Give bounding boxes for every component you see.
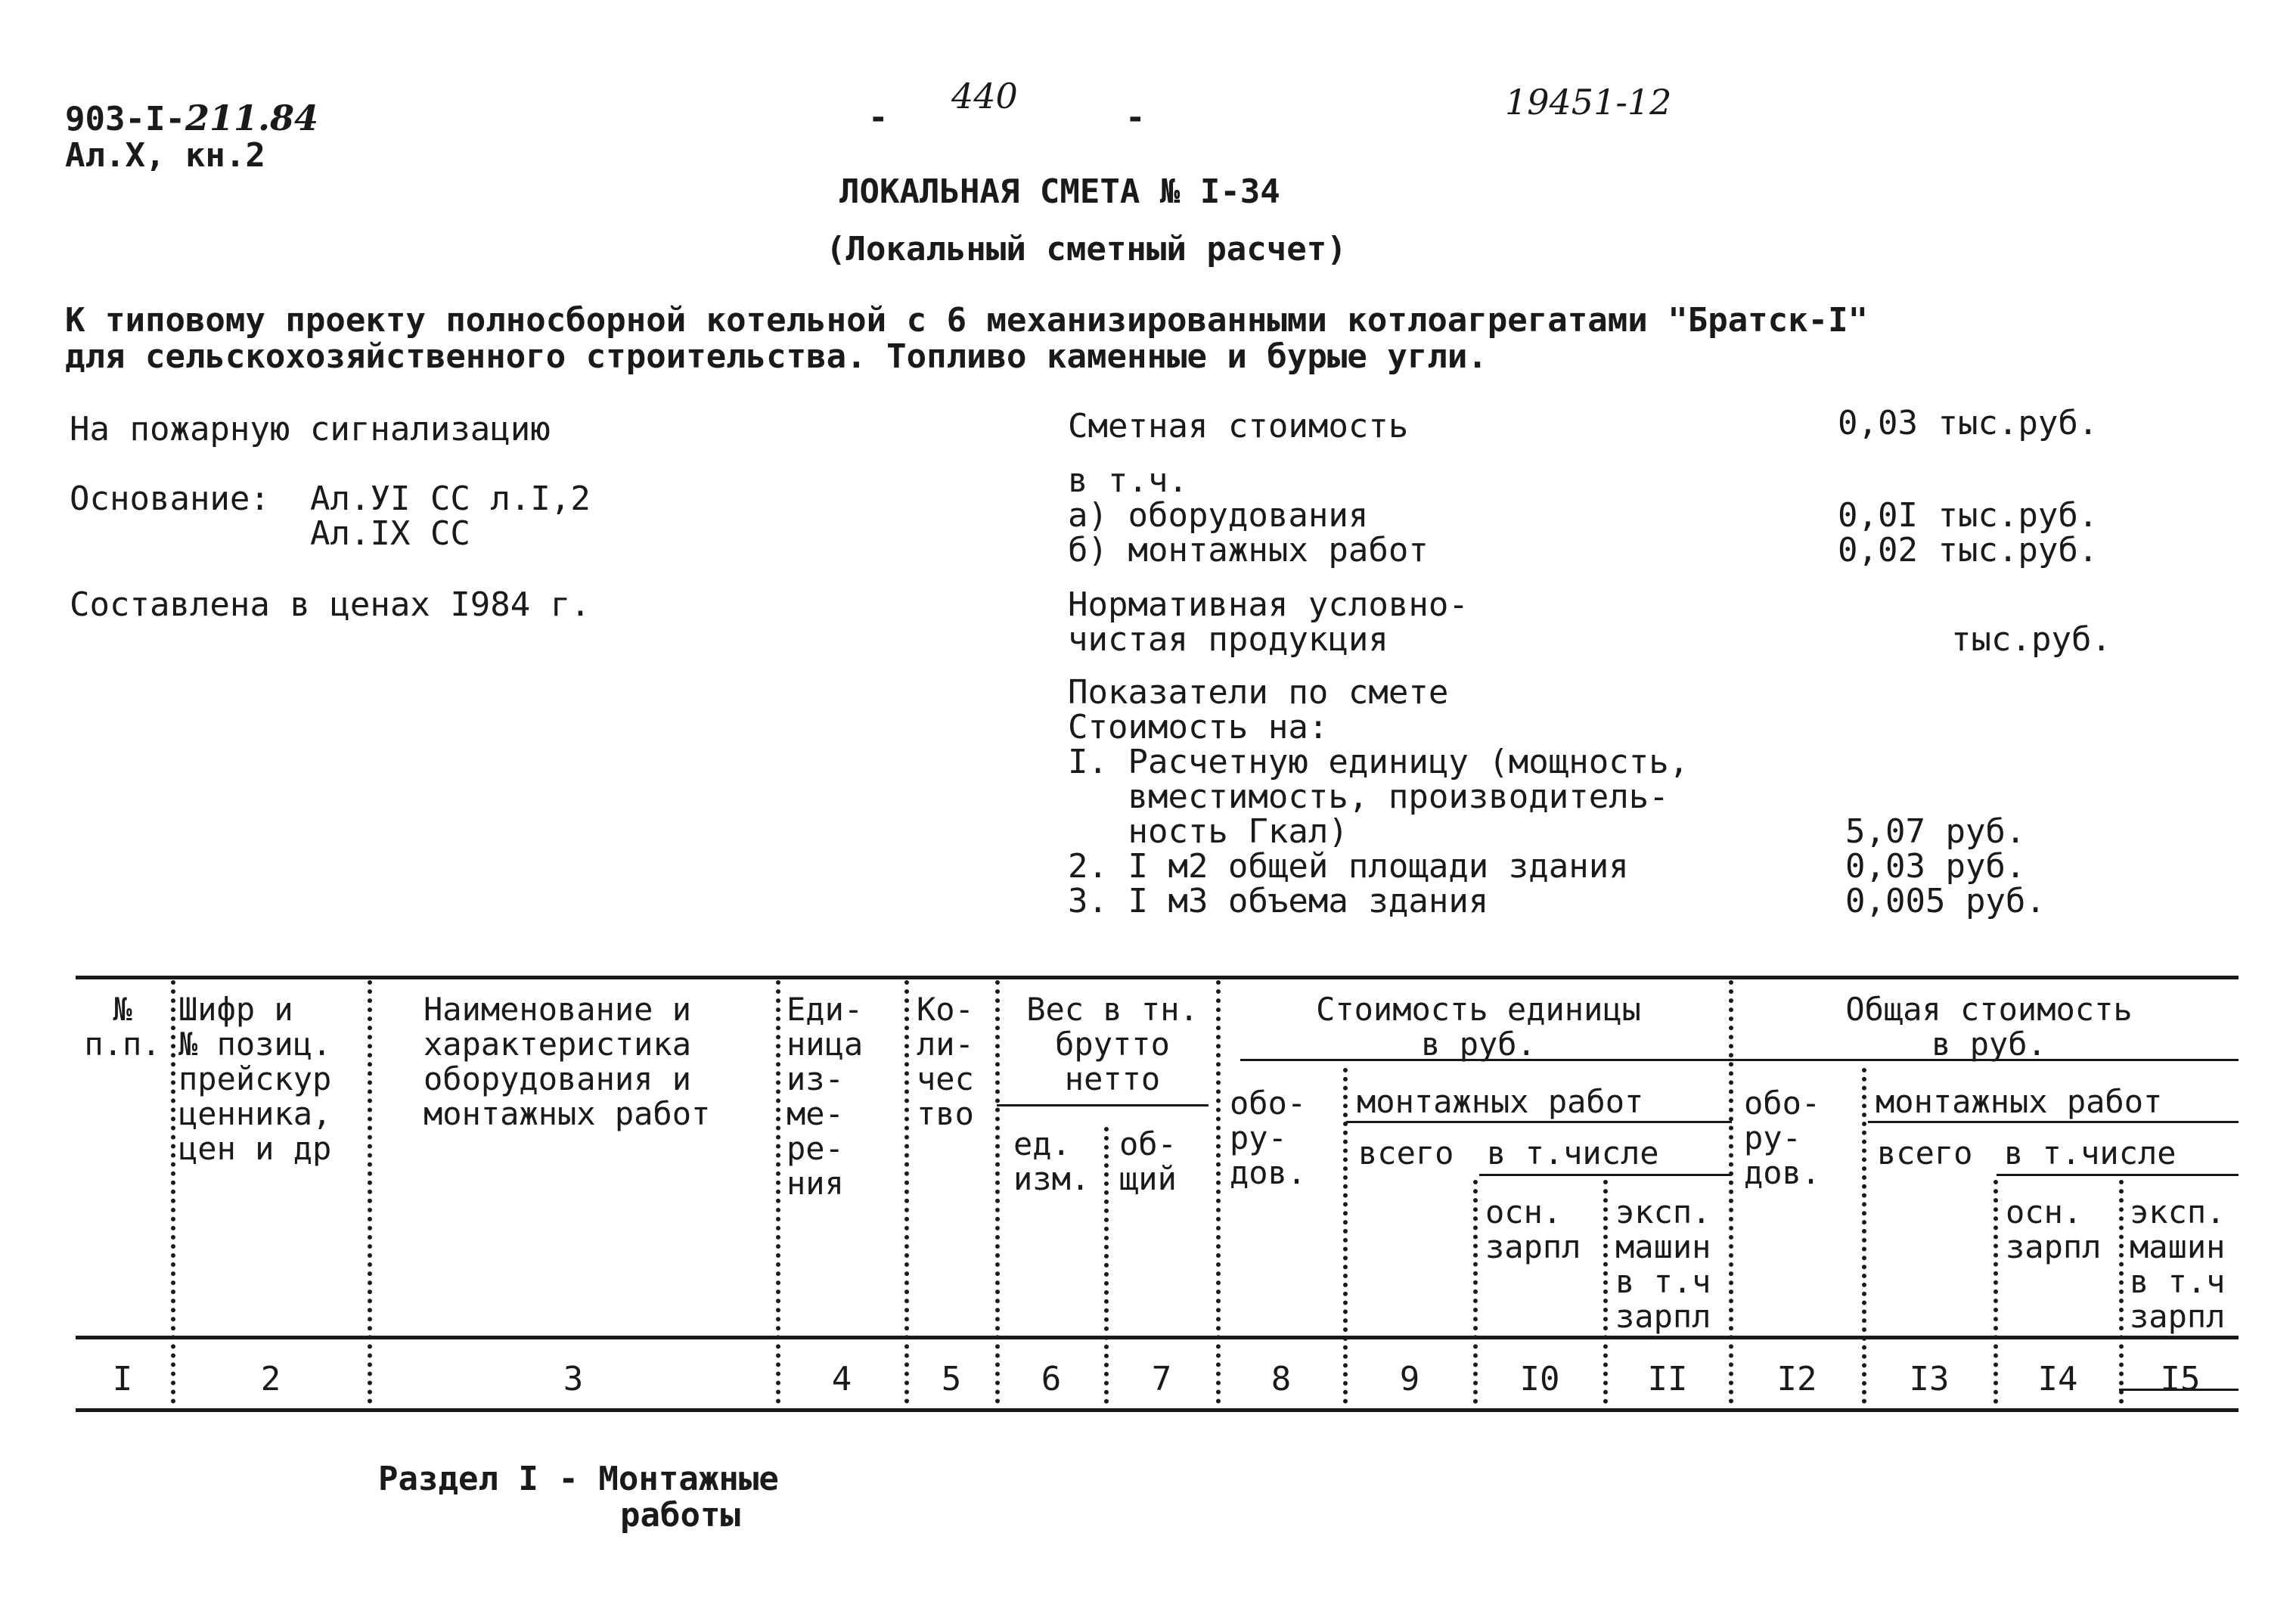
col-sep xyxy=(1729,980,1733,1404)
equipment-value: 0,0I тыс.руб. xyxy=(1838,496,2099,535)
section-title-line-2: работы xyxy=(620,1496,740,1535)
norm-product-line-1: Нормативная условно- xyxy=(1068,585,1469,624)
price-basis: Составлена в ценах I984 г. xyxy=(70,585,591,624)
column-number: 5 xyxy=(941,1360,962,1398)
indicator-3-value: 0,005 руб. xyxy=(1845,882,2046,920)
table-header-bottom-rule xyxy=(76,1336,2239,1339)
header-unit-cost: Стоимость единицы в руб. xyxy=(1316,991,1641,1063)
indicators-title: Показатели по смете xyxy=(1068,673,1449,712)
intro-line-1: К типовому проекту полносборной котельной с 6 механизированными котлоагрегатами "Братск-I" xyxy=(65,301,1869,340)
basis-label: Основание: xyxy=(70,480,270,518)
norm-product-line-2: чистая продукция xyxy=(1068,620,1388,659)
doc-code-handwritten: 211.84 xyxy=(185,98,319,138)
installation-value: 0,02 тыс.руб. xyxy=(1838,531,2099,570)
installation-label: б) монтажных работ xyxy=(1068,531,1429,570)
doc-code-prefix: 903-I- xyxy=(65,100,185,138)
header-code: Шифр и № позиц. прейскур ценника, цен и др xyxy=(178,991,332,1167)
header-equip-1: обо- ру- дов. xyxy=(1230,1085,1307,1191)
rule-incl-1 xyxy=(1479,1174,1732,1176)
header-salary-2: осн. зарпл xyxy=(2006,1193,2102,1265)
album-ref: Ал.Х, кн.2 xyxy=(65,136,265,175)
header-unit: Еди- ница из- ме- ре- ния xyxy=(787,991,864,1202)
header-salary-1: осн. зарпл xyxy=(1485,1193,1581,1265)
column-number: I2 xyxy=(1776,1360,1817,1398)
header-mont-1: монтажных работ xyxy=(1357,1083,1644,1120)
column-number: 9 xyxy=(1399,1360,1420,1398)
column-number: I0 xyxy=(1519,1360,1560,1398)
header-weight-total: об- щий xyxy=(1119,1125,1177,1197)
column-number: 6 xyxy=(1041,1360,1062,1398)
header-weight: Вес в тн. брутто нетто xyxy=(1026,991,1199,1097)
col-sep xyxy=(776,980,780,1404)
header-total-1: всего xyxy=(1358,1134,1454,1172)
indicator-1-line-3: ность Гкал) xyxy=(1068,812,1348,851)
col-sep xyxy=(171,980,175,1404)
cost-value: 0,03 тыс.руб. xyxy=(1838,404,2099,442)
document-title: ЛОКАЛЬНАЯ СМЕТА № I-34 xyxy=(839,172,1280,211)
column-number: 3 xyxy=(563,1360,584,1398)
cost-label: Сметная стоимость xyxy=(1068,407,1409,445)
rule-mont-1 xyxy=(1346,1121,1732,1123)
col-sep xyxy=(995,980,1000,1404)
indicator-1-value: 5,07 руб. xyxy=(1845,812,2026,851)
inventory-number: 19451-12 xyxy=(1505,82,1672,123)
intro-line-2: для сельскохозяйственного строительства. Топливо каменные и бурые угли. xyxy=(65,337,1488,376)
column-number: I4 xyxy=(2037,1360,2078,1398)
column-number: I xyxy=(112,1360,133,1398)
indicator-1-line-2: вместимость, производитель- xyxy=(1068,777,1669,816)
basis-ref-1: Ал.УI СС л.I,2 xyxy=(310,480,591,518)
norm-product-value: тыс.руб. xyxy=(1951,620,2111,659)
including-label: в т.ч. xyxy=(1068,461,1188,500)
header-equip-2: обо- ру- дов. xyxy=(1744,1085,1821,1191)
indicator-2-value: 0,03 руб. xyxy=(1845,847,2026,886)
indicators-cost-on: Стоимость на: xyxy=(1068,708,1329,746)
header-total-2: всего xyxy=(1877,1134,1973,1172)
column-number: I5 xyxy=(2160,1360,2201,1398)
header-row-number: № п.п. xyxy=(84,991,161,1063)
section-title-line-1: Раздел I - Монтажные xyxy=(378,1460,779,1498)
column-number: I3 xyxy=(1909,1360,1950,1398)
column-number: 7 xyxy=(1151,1360,1172,1398)
estimate-subject: На пожарную сигнализацию xyxy=(70,410,551,448)
rule-incl-2 xyxy=(1997,1174,2239,1176)
column-number: II xyxy=(1647,1360,1688,1398)
header-incl-1: в т.числе xyxy=(1487,1134,1659,1172)
indicator-3: 3. I м3 объема здания xyxy=(1068,882,1489,920)
header-weight-unit: ед. изм. xyxy=(1013,1125,1091,1197)
col-sep xyxy=(1343,1068,1348,1404)
page-dash-left: - xyxy=(868,98,889,137)
column-number: 4 xyxy=(831,1360,852,1398)
equipment-label: а) оборудования xyxy=(1068,496,1369,535)
page-number: 440 xyxy=(951,76,1018,116)
indicator-2: 2. I м2 общей площади здания xyxy=(1068,847,1629,886)
document-subtitle: (Локальный сметный расчет) xyxy=(826,230,1347,268)
header-machines-2: эксп. машин в т.ч зарпл xyxy=(2130,1193,2226,1335)
header-name: Наименование и характеристика оборудования и монтажных работ xyxy=(424,991,711,1132)
header-quantity: Ко- ли- чес тво xyxy=(917,991,974,1132)
header-incl-2: в т.числе xyxy=(2004,1134,2177,1172)
doc-code xyxy=(65,100,318,138)
basis-ref-2: Ал.IX СС xyxy=(310,514,470,553)
rule-netto xyxy=(997,1104,1209,1106)
column-number: 8 xyxy=(1271,1360,1292,1398)
col-sep xyxy=(368,980,372,1404)
column-number: 2 xyxy=(260,1360,281,1398)
header-machines-1: эксп. машин в т.ч зарпл xyxy=(1615,1193,1711,1335)
rule-mont-2 xyxy=(1868,1121,2239,1123)
header-total-cost: Общая стоимость в руб. xyxy=(1845,991,2133,1063)
table-top-rule xyxy=(76,976,2239,979)
col-sep xyxy=(904,980,909,1404)
header-mont-2: монтажных работ xyxy=(1876,1083,2163,1120)
indicator-1-line-1: I. Расчетную единицу (мощность, xyxy=(1068,743,1689,781)
col-sep xyxy=(1862,1068,1866,1404)
page-dash-right: - xyxy=(1125,98,1146,137)
table-numbers-bottom-rule xyxy=(76,1408,2239,1412)
